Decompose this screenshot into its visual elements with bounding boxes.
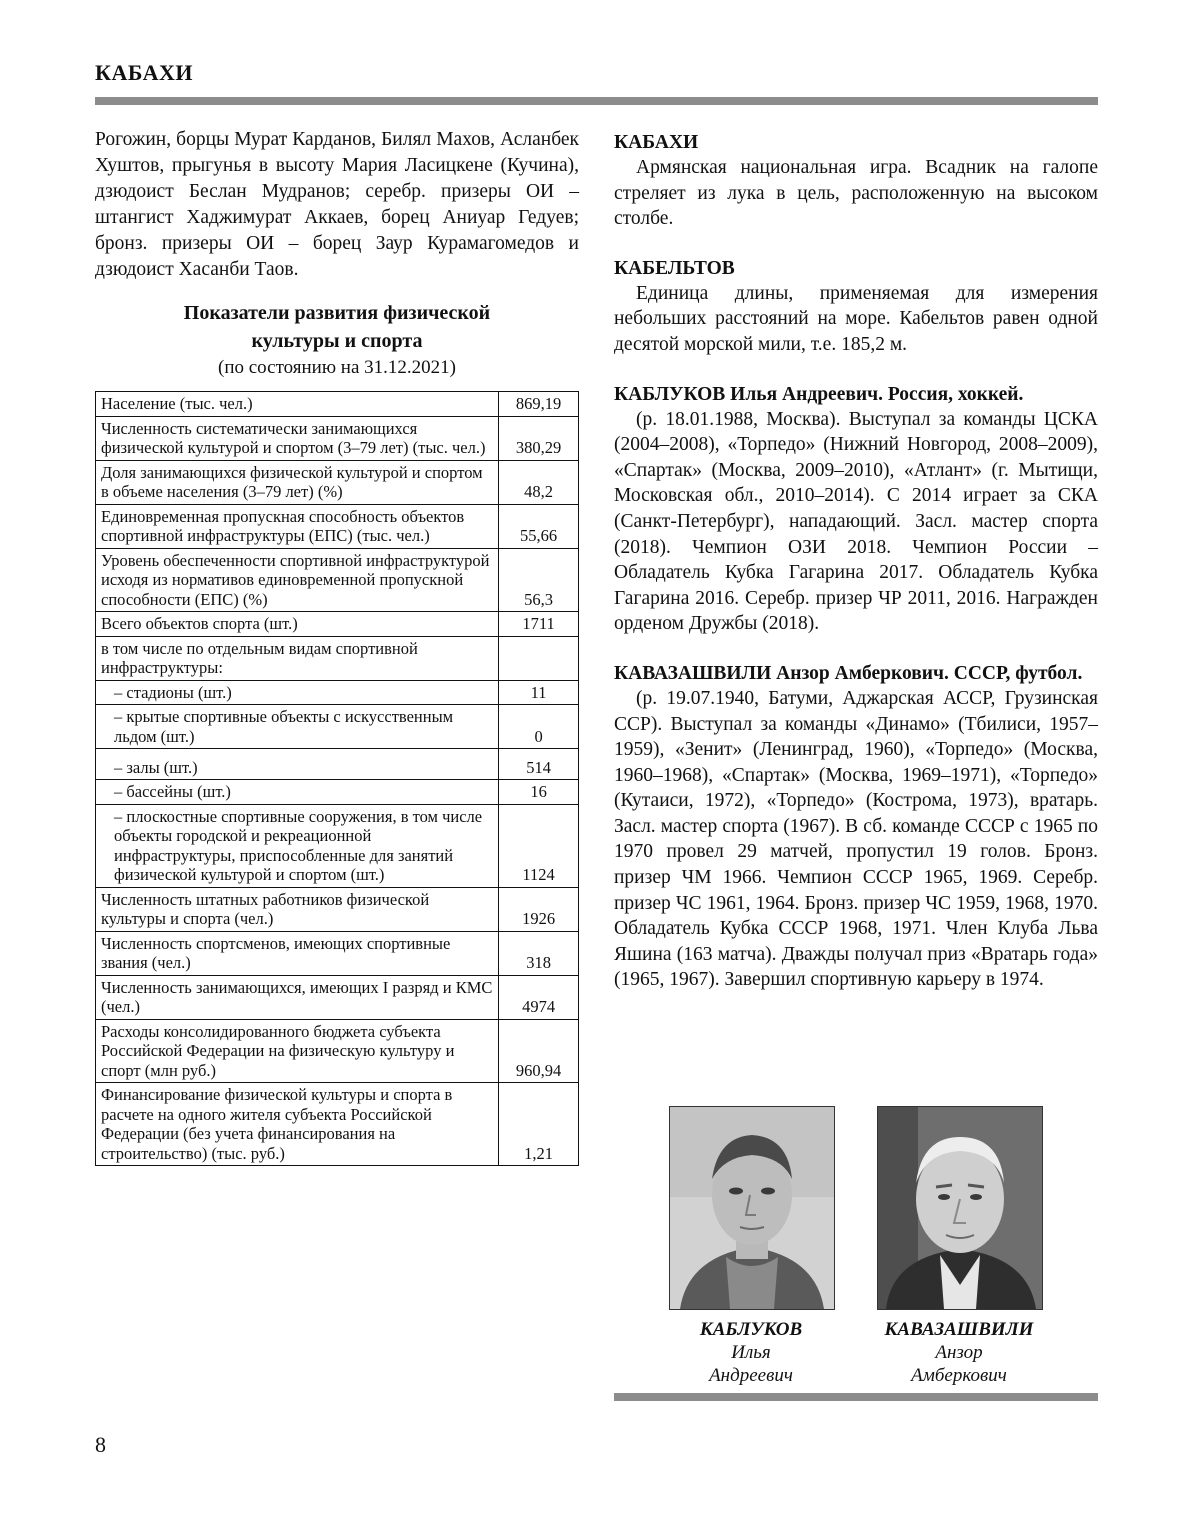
row-label: Численность систематически занимающихся физической культурой и спортом (3–79 лет) (тыс. чел.) <box>96 416 499 460</box>
row-label: – крытые спортивные объекты с искусственным льдом (шт.) <box>96 705 499 749</box>
row-label: – залы (шт.) <box>96 749 499 780</box>
table-row <box>96 749 579 780</box>
entry-body: Единица длины, применяемая для измерения небольших расстояний на море. Кабельтов равен одной десятой морской мили, т.е. 185,2 м. <box>614 282 1098 355</box>
row-value: 11 <box>499 680 579 705</box>
row-value: 1,21 <box>499 1083 579 1166</box>
table-title-line-2: культуры и спорта <box>251 330 423 352</box>
entry-title: КАВАЗАШВИЛИ Анзор Амберкович. СССР, футбол. <box>614 662 1083 684</box>
entry-kabeltov <box>614 256 1098 358</box>
row-value <box>499 636 579 680</box>
row-label: – плоскостные спортивные сооружения, в том числе объекты городской и рекреационной инфраструктуры, приспособленные для занятий физической культурой и спортом (шт.) <box>96 804 499 887</box>
entry-kavazashvili <box>614 661 1098 993</box>
table-row <box>96 931 579 975</box>
right-column <box>614 130 1098 1017</box>
table-row <box>96 887 579 931</box>
entry-title: КАБЛУКОВ Илья Андреевич. Россия, хоккей. <box>614 383 1024 405</box>
table-row <box>96 460 579 504</box>
portrait-kavazashvili <box>877 1106 1043 1310</box>
table-row <box>96 975 579 1019</box>
row-value: 1711 <box>499 612 579 637</box>
table-row <box>96 548 579 612</box>
table-title <box>95 299 579 355</box>
row-value: 0 <box>499 705 579 749</box>
table-row <box>96 1083 579 1166</box>
entry-title: КАБЕЛЬТОВ <box>614 257 735 279</box>
row-value: 1926 <box>499 887 579 931</box>
table-row <box>96 680 579 705</box>
row-value: 55,66 <box>499 504 579 548</box>
footer-rule <box>614 1393 1098 1401</box>
row-value: 869,19 <box>499 392 579 417</box>
row-value: 48,2 <box>499 460 579 504</box>
table-row <box>96 705 579 749</box>
caption-patronymic: Андреевич <box>709 1365 793 1386</box>
row-label: Всего объектов спорта (шт.) <box>96 612 499 637</box>
portrait-kablukov <box>669 1106 835 1310</box>
table-row <box>96 504 579 548</box>
table-row <box>96 1019 579 1083</box>
table-row <box>96 612 579 637</box>
row-label: Расходы консолидированного бюджета субъекта Российской Федерации на физическую культуру и спорт (млн руб.) <box>96 1019 499 1083</box>
row-label: Численность штатных работников физической культуры и спорта (чел.) <box>96 887 499 931</box>
caption-kavazashvili <box>859 1318 1059 1387</box>
row-value: 4974 <box>499 975 579 1019</box>
entry-body: (р. 19.07.1940, Батуми, Аджарская АССР, Грузинская ССР). Выступал за команды «Динамо» (Тбилиси, 1957–1959), «Зенит» (Ленинград, 1960), «Торпедо» (Москва, 1960–1968), «Спартак» (Москва, 1969–1971), «Торпедо» (Кутаиси, 1972), «Торпедо» (Кострома, 1973), вратарь. Засл. мастер спорта (1967). В сб. команде СССР с 1965 по 1970 провел 29 матчей, пропустил 19 голов. Бронз. призер ЧМ 1966. Чемпион СССР 1965, 1969. Серебр. призер ЧС 1961, 1964. Бронз. призер ЧС 1959, 1968, 1970. Обладатель Кубка СССР 1968, 1971. Член Клуба Льва Яшина (163 матча). Дважды получал приз «Вратарь года» (1965, 1967). Завершил спортивную карьеру в 1974. <box>614 687 1098 991</box>
entry-kabakhi <box>614 130 1098 232</box>
caption-first-name: Илья <box>731 1342 771 1363</box>
table-row <box>96 780 579 805</box>
row-value: 318 <box>499 931 579 975</box>
entry-body: (р. 18.01.1988, Москва). Выступал за команды ЦСКА (2004–2008), «Торпедо» (Нижний Новгород, 2008–2009), «Спартак» (Москва, 2009–2010), «Атлант» (г. Мытищи, Московская обл., 2010–2014). С 2014 играет за СКА (Санкт-Петербург), нападающий. Засл. мастер спорта (2018). Чемпион ОЗИ 2018. Чемпион России – Обладатель Кубка Гагарина 2017. Обладатель Кубка Гагарина 2016. Серебр. призер ЧР 2011, 2016. Награжден орденом Дружбы (2018). <box>614 408 1098 635</box>
running-head-title: КАБАХИ <box>95 60 193 85</box>
row-label: Численность занимающихся, имеющих I разряд и КМС (чел.) <box>96 975 499 1019</box>
caption-kablukov <box>651 1318 851 1387</box>
row-label: Единовременная пропускная способность объектов спортивной инфраструктуры (ЕПС) (тыс. чел.) <box>96 504 499 548</box>
left-column <box>95 127 579 1166</box>
header-rule <box>95 97 1098 105</box>
table-row <box>96 804 579 887</box>
portrait-kablukov-image <box>670 1107 834 1309</box>
row-label: Финансирование физической культуры и спорта в расчете на одного жителя субъекта Российской Федерации (без учета финансирования на строительство) (тыс. руб.) <box>96 1083 499 1166</box>
page-number: 8 <box>95 1432 106 1457</box>
caption-surname: КАБЛУКОВ <box>699 1319 803 1340</box>
row-value: 380,29 <box>499 416 579 460</box>
table-row <box>96 416 579 460</box>
entry-title: КАБАХИ <box>614 132 699 153</box>
row-label: в том числе по отдельным видам спортивной инфраструктуры: <box>96 636 499 680</box>
row-label: – бассейны (шт.) <box>96 780 499 805</box>
row-value: 1124 <box>499 804 579 887</box>
row-value: 16 <box>499 780 579 805</box>
stats-table <box>95 391 579 1166</box>
row-label: Уровень обеспеченности спортивной инфраструктурой исходя из нормативов единовременной пропускной способности (ЕПС) (%) <box>96 548 499 612</box>
caption-surname: КАВАЗАШВИЛИ <box>884 1319 1034 1340</box>
row-label: Численность спортсменов, имеющих спортивные звания (чел.) <box>96 931 499 975</box>
table-subtitle: (по состоянию на 31.12.2021) <box>218 357 456 378</box>
row-value: 514 <box>499 749 579 780</box>
caption-first-name: Анзор <box>935 1342 983 1363</box>
row-value: 56,3 <box>499 548 579 612</box>
table-row <box>96 636 579 680</box>
row-label: – стадионы (шт.) <box>96 680 499 705</box>
portrait-photos <box>614 1106 1098 1396</box>
caption-patronymic: Амберкович <box>911 1365 1007 1386</box>
portrait-kavazashvili-image <box>878 1107 1042 1309</box>
row-value: 960,94 <box>499 1019 579 1083</box>
row-label: Доля занимающихся физической культурой и спортом в объеме населения (3–79 лет) (%) <box>96 460 499 504</box>
intro-paragraph: Рогожин, борцы Мурат Карданов, Билял Махов, Асланбек Хуштов, прыгунья в высоту Мария Ласицкене (Кучина), дзюдоист Беслан Мудранов; серебр. призеры ОИ – штангист Хаджимурат Аккаев, борец Аниуар Гедуев; бронз. призеры ОИ – борец Заур Курамагомедов и дзюдоист Хасанби Таов. <box>95 129 579 280</box>
entry-kablukov <box>614 382 1098 637</box>
entry-body: Армянская национальная игра. Всадник на галопе стреляет из лука в цель, расположенную на высоком столбе. <box>614 157 1098 230</box>
row-label: Население (тыс. чел.) <box>96 392 499 417</box>
table-title-line-1: Показатели развития физической <box>183 302 491 324</box>
table-row <box>96 392 579 417</box>
